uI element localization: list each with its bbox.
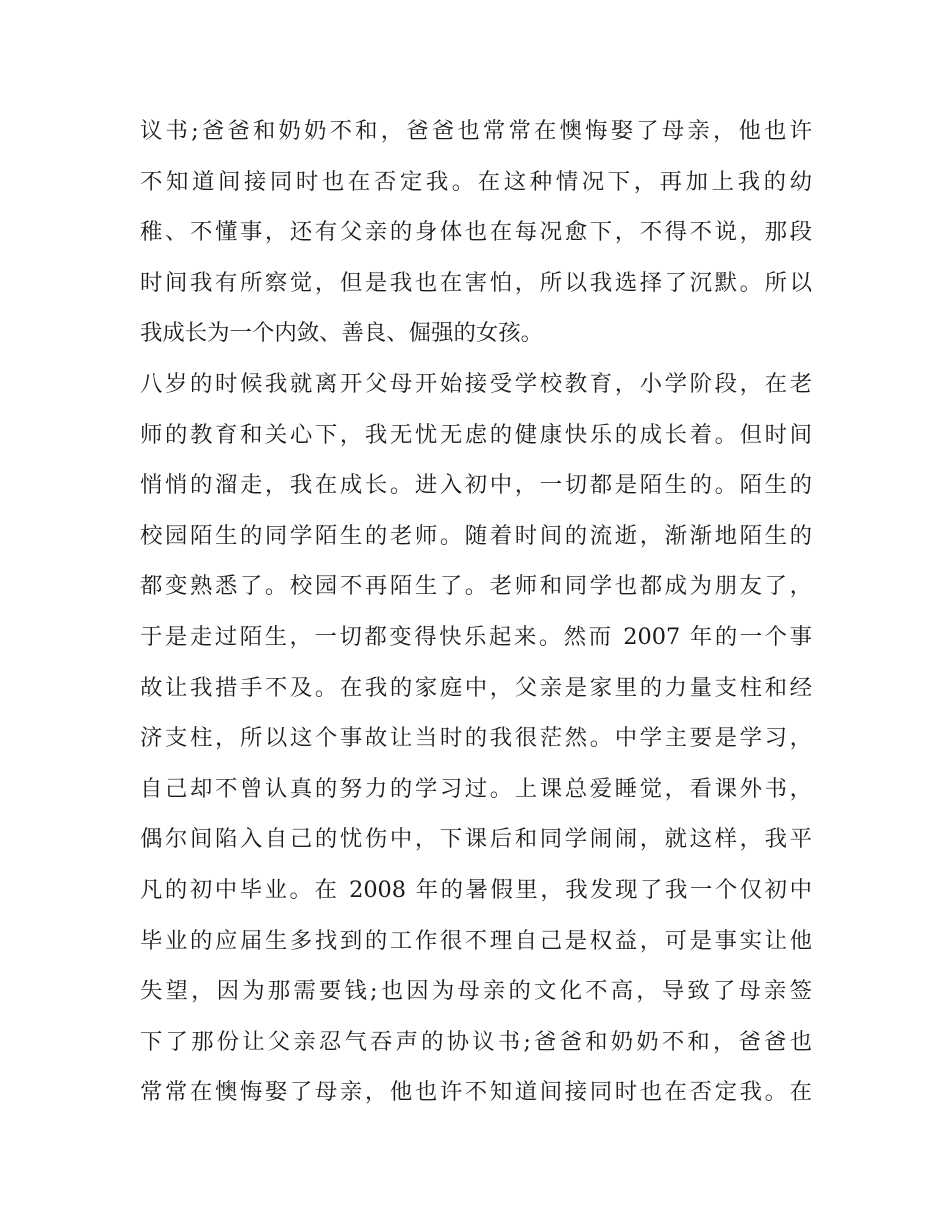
text-line: 师的教育和关心下，我无忧无虑的健康快乐的成长着。但时间 [140,421,812,448]
text-line: 凡的初中毕业。在 2008 年的暑假里，我发现了我一个仅初中 [140,876,812,903]
text-line: 我成长为一个内敛、善良、倔强的女孩。 [140,320,544,347]
text-line: 议书;爸爸和奶奶不和，爸爸也常常在懊悔娶了母亲，他也许 [140,118,812,144]
text-line: 时间我有所察觉，但是我也在害怕，所以我选择了沉默。所以 [140,269,812,296]
text-line: 于是走过陌生，一切都变得快乐起来。然而 2007 年的一个事 [140,623,812,650]
text-line: 都变熟悉了。校园不再陌生了。老师和同学也都成为朋友了， [140,573,812,600]
text-line: 济支柱，所以这个事故让当时的我很茫然。中学主要是学习， [140,725,812,752]
text-line: 悄悄的溜走，我在成长。进入初中，一切都是陌生的。陌生的 [140,472,812,499]
text-line: 校园陌生的同学陌生的老师。随着时间的流逝，渐渐地陌生的 [140,522,812,549]
text-line: 自己却不曾认真的努力的学习过。上课总爱睡觉，看课外书， [140,775,812,802]
body-text [140,106,812,1118]
text-line: 下了那份让父亲忍气吞声的协议书;爸爸和奶奶不和，爸爸也 [140,1028,812,1055]
text-line: 常常在懊悔娶了母亲，他也许不知道间接同时也在否定我。在 [140,1079,812,1106]
text-line: 故让我措手不及。在我的家庭中，父亲是家里的力量支柱和经 [140,674,812,701]
text-line: 稚、不懂事，还有父亲的身体也在每况愈下，不得不说，那段 [140,219,812,246]
text-line: 偶尔间陷入自己的忧伤中，下课后和同学闹闹，就这样，我平 [140,826,812,853]
text-line: 不知道间接同时也在否定我。在这种情况下，再加上我的幼 [140,168,812,195]
text-line: 毕业的应届生多找到的工作很不理自己是权益，可是事实让他 [140,927,812,954]
text-line: 失望，因为那需要钱;也因为母亲的文化不高，导致了母亲签 [140,978,812,1005]
text-line: 八岁的时候我就离开父母开始接受学校教育，小学阶段，在老 [140,370,812,397]
